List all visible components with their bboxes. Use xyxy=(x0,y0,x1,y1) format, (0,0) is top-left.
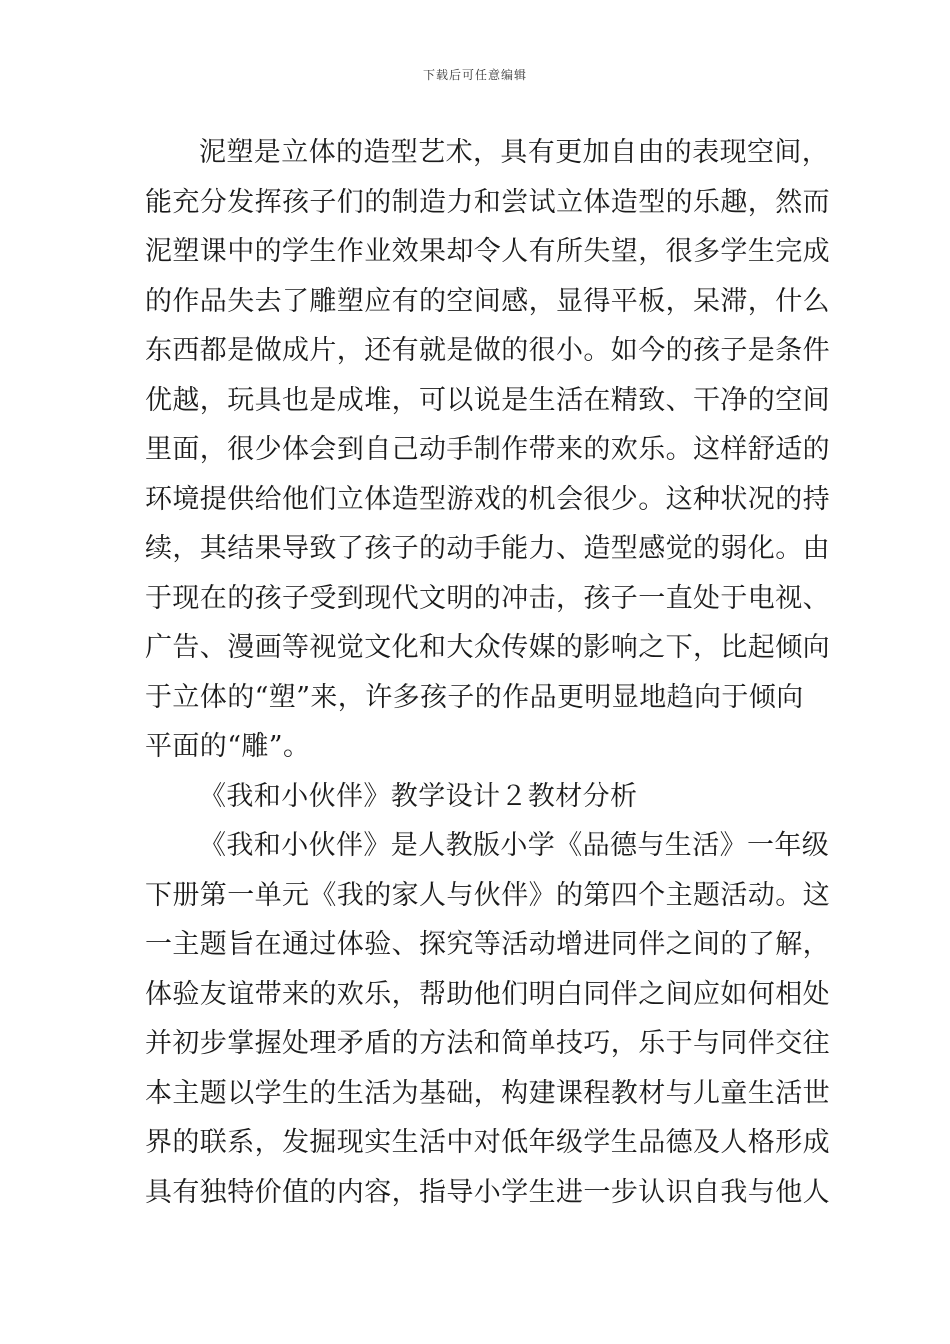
paragraph-2-line-3: 一主题旨在通过体验、探究等活动增进同伴之间的了解， xyxy=(145,929,830,960)
paragraph-1-line-9: 续，其结果导致了孩子的动手能力、造型感觉的弱化。由 xyxy=(145,533,830,564)
section-heading: 《我和小伙伴》教学设计２教材分析 xyxy=(199,780,638,812)
document-body xyxy=(145,128,830,1217)
paragraph-1-line-12: 于立体的“塑”来，许多孩子的作品更明显地趋向于倾向 xyxy=(145,681,804,713)
paragraph-1-line-1: 泥塑是立体的造型艺术，具有更加自由的表现空间， xyxy=(199,137,830,168)
paragraph-1-line-6: 优越，玩具也是成堆，可以说是生活在精致、干净的空间 xyxy=(145,384,830,416)
paragraph-2-line-8: 具有独特价值的内容，指导小学生进一步认识自我与他人 xyxy=(145,1176,830,1208)
paragraph-2-line-6: 本主题以学生的生活为基础，构建课程教材与儿童生活世 xyxy=(145,1077,830,1109)
paragraph-1-line-8: 环境提供给他们立体造型游戏的机会很少。这种状况的持 xyxy=(145,483,830,515)
paragraph-1-line-10: 于现在的孩子受到现代文明的冲击，孩子一直处于电视、 xyxy=(145,582,830,614)
paragraph-1-line-5: 东西都是做成片，还有就是做的很小。如今的孩子是条件 xyxy=(145,335,830,366)
paragraph-2-line-1: 《我和小伙伴》是人教版小学《品德与生活》一年级 xyxy=(199,830,830,861)
paragraph-2-line-2: 下册第一单元《我的家人与伙伴》的第四个主题活动。这 xyxy=(145,879,830,911)
paragraph-1-line-7: 里面，很少体会到自己动手制作带来的欢乐。这样舒适的 xyxy=(145,434,830,465)
paragraph-2-line-4: 体验友谊带来的欢乐，帮助他们明白同伴之间应如何相处 xyxy=(145,978,830,1010)
paragraph-1-line-4: 的作品失去了雕塑应有的空间感，显得平板，呆滞，什么 xyxy=(145,285,830,317)
paragraph-2-line-7: 界的联系，发掘现实生活中对低年级学生品德及人格形成 xyxy=(145,1127,830,1158)
paragraph-1-line-11: 广告、漫画等视觉文化和大众传媒的影响之下，比起倾向 xyxy=(145,632,830,663)
paragraph-1-line-2: 能充分发挥孩子们的制造力和尝试立体造型的乐趣，然而 xyxy=(145,186,830,218)
page-header: 下载后可任意编辑 xyxy=(422,68,527,82)
paragraph-1-line-3: 泥塑课中的学生作业效果却令人有所失望，很多学生完成 xyxy=(145,236,830,267)
paragraph-1-line-13: 平面的“雕”。 xyxy=(145,731,311,762)
paragraph-2-line-5: 并初步掌握处理矛盾的方法和简单技巧，乐于与同伴交往 xyxy=(145,1028,830,1059)
